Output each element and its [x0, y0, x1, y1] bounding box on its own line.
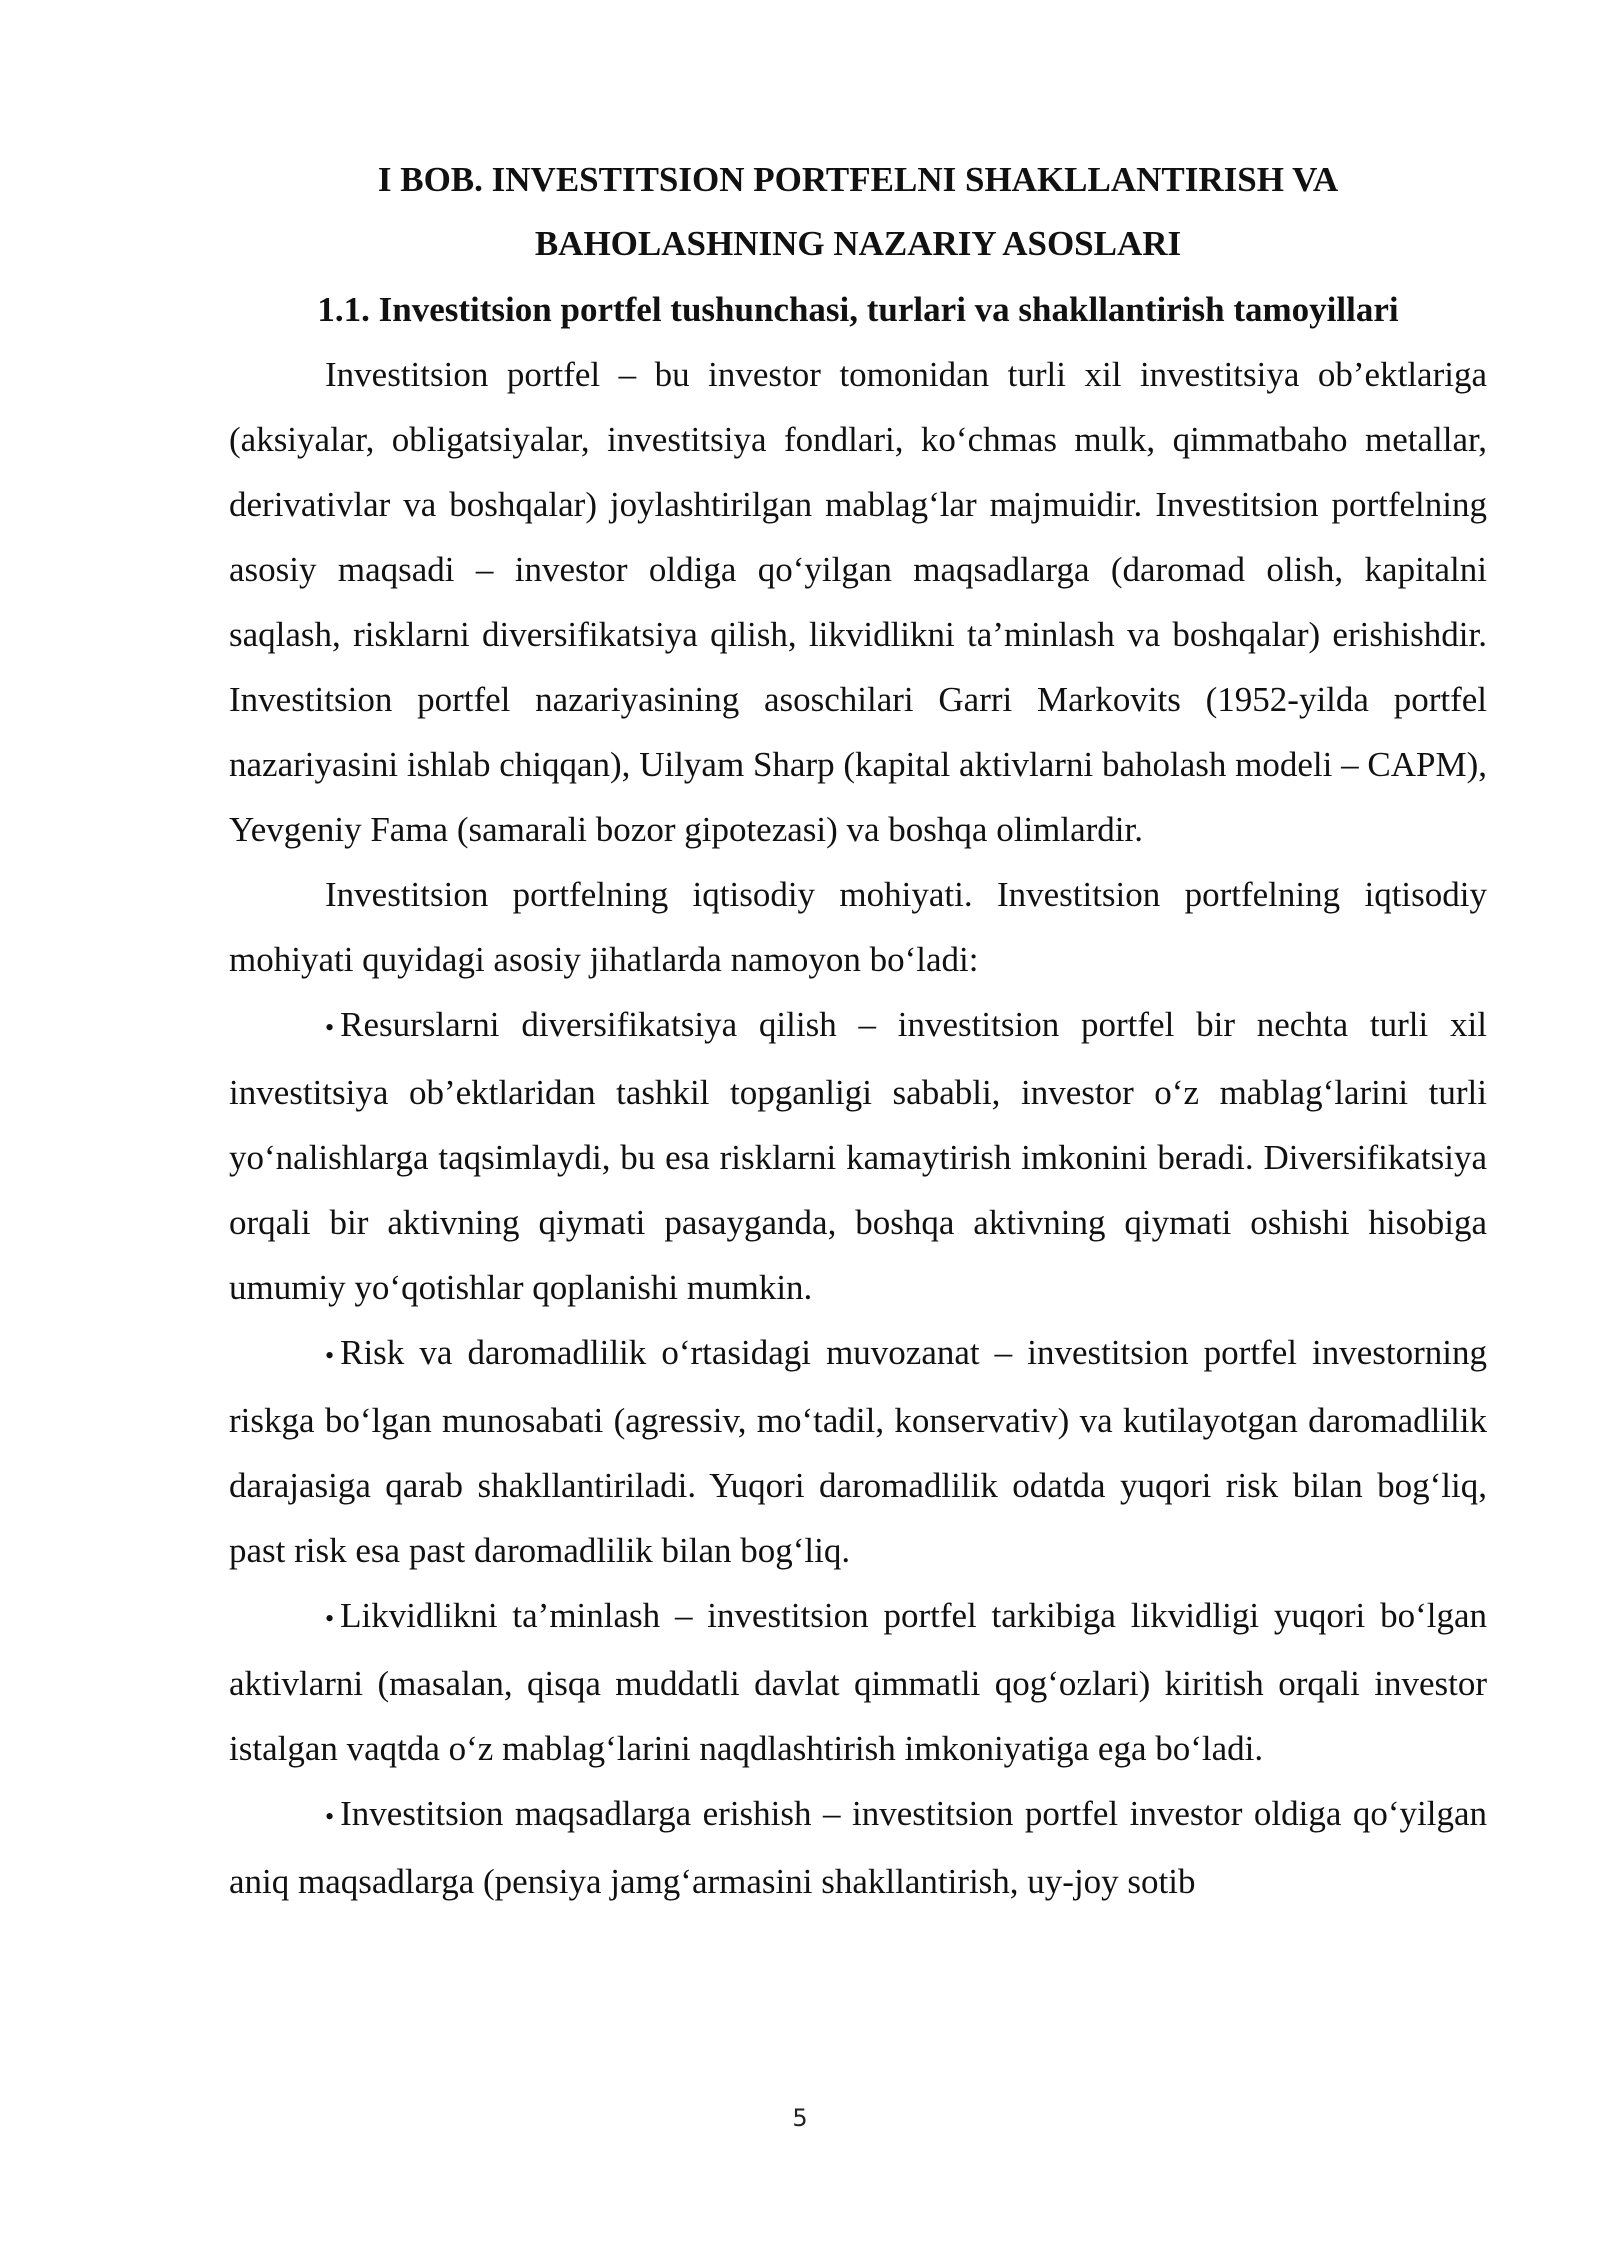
section-title: 1.1. Investitsion portfel tushunchasi, turlari va shakllantirish tamoyillari — [317, 290, 1399, 329]
paragraph-economic-essence: Investitsion portfelning iqtisodiy mohiyati. Investitsion portfelning iqtisodiy mohiyati quyidagi asosiy jihatlarda namoyon bo‘ladi: — [229, 875, 1487, 979]
page-number: 5 — [792, 2104, 808, 2132]
bullet-item-risk-return-balance — [229, 1320, 1487, 1583]
bullet-icon: • — [325, 1802, 335, 1831]
page-content — [229, 148, 1487, 1914]
bullet-icon: • — [325, 1013, 335, 1042]
chapter-title-line-2: BAHOLASHNING NAZARIY ASOSLARI — [534, 224, 1182, 263]
bullet-text: Investitsion maqsadlarga erishish – investitsion portfel investor oldiga qo‘yilgan aniq maqsadlarga (pensiya jamg‘armasini shakllantirish, uy-joy sotib — [229, 1794, 1487, 1901]
bullet-item-liquidity — [229, 1583, 1487, 1781]
paragraph-definition: Investitsion portfel – bu investor tomonidan turli xil investitsiya ob’ektlariga (aksiyalar, obligatsiyalar, investitsiya fondlari, ko‘chmas mulk, qimmatbaho metallar, derivativlar va boshqalar) joylashtirilgan mablag‘lar majmuidir. Investitsion portfelning asosiy maqsadi – investor oldiga qo‘yilgan maqsadlarga (daromad olish, kapitalni saqlash, risklarni diversifikatsiya qilish, likvidlikni ta’minlash va boshqalar) erishishdir. Investitsion portfel nazariyasining asoschilari Garri Markovits (1952-yilda portfel nazariyasini ishlab chiqqan), Uilyam Sharp (kapital aktivlarni baholash modeli – CAPM), Yevgeniy Fama (samarali bozor gipotezasi) va boshqa olimlardir. — [229, 355, 1487, 849]
bullet-text: Risk va daromadlilik o‘rtasidagi muvozanat – investitsion portfel investorning riskga bo‘lgan munosabati (agressiv, mo‘tadil, konservativ) va kutilayotgan daromadlilik darajasiga qarab shakllantiriladi. Yuqori daromadlilik odatda yuqori risk bilan bog‘liq, past risk esa past daromadlilik bilan bog‘liq. — [229, 1333, 1487, 1570]
bullet-item-investment-goals — [229, 1781, 1487, 1914]
bullet-item-diversification — [229, 992, 1487, 1320]
chapter-title — [229, 148, 1487, 276]
bullet-icon: • — [325, 1341, 335, 1370]
bullet-text: Likvidlikni ta’minlash – investitsion portfel tarkibiga likvidligi yuqori bo‘lgan aktivlarni (masalan, qisqa muddatli davlat qimmatli qog‘ozlari) kiritish orqali investor istalgan vaqtda o‘z mablag‘larini naqdlashtirish imkoniyatiga ega bo‘ladi. — [229, 1596, 1487, 1768]
bullet-icon: • — [325, 1604, 335, 1633]
bullet-text: Resurslarni diversifikatsiya qilish – investitsion portfel bir nechta turli xil investitsiya ob’ektlaridan tashkil topganligi sababli, investor o‘z mablag‘larini turli yo‘nalishlarga taqsimlaydi, bu esa risklarni kamaytirish imkonini beradi. Diversifikatsiya orqali bir aktivning qiymati pasayganda, boshqa aktivning qiymati oshishi hisobiga umumiy yo‘qotishlar qoplanishi mumkin. — [229, 1005, 1487, 1307]
chapter-title-line-1: I BOB. INVESTITSION PORTFELNI SHAKLLANTIRISH VA — [377, 160, 1339, 199]
